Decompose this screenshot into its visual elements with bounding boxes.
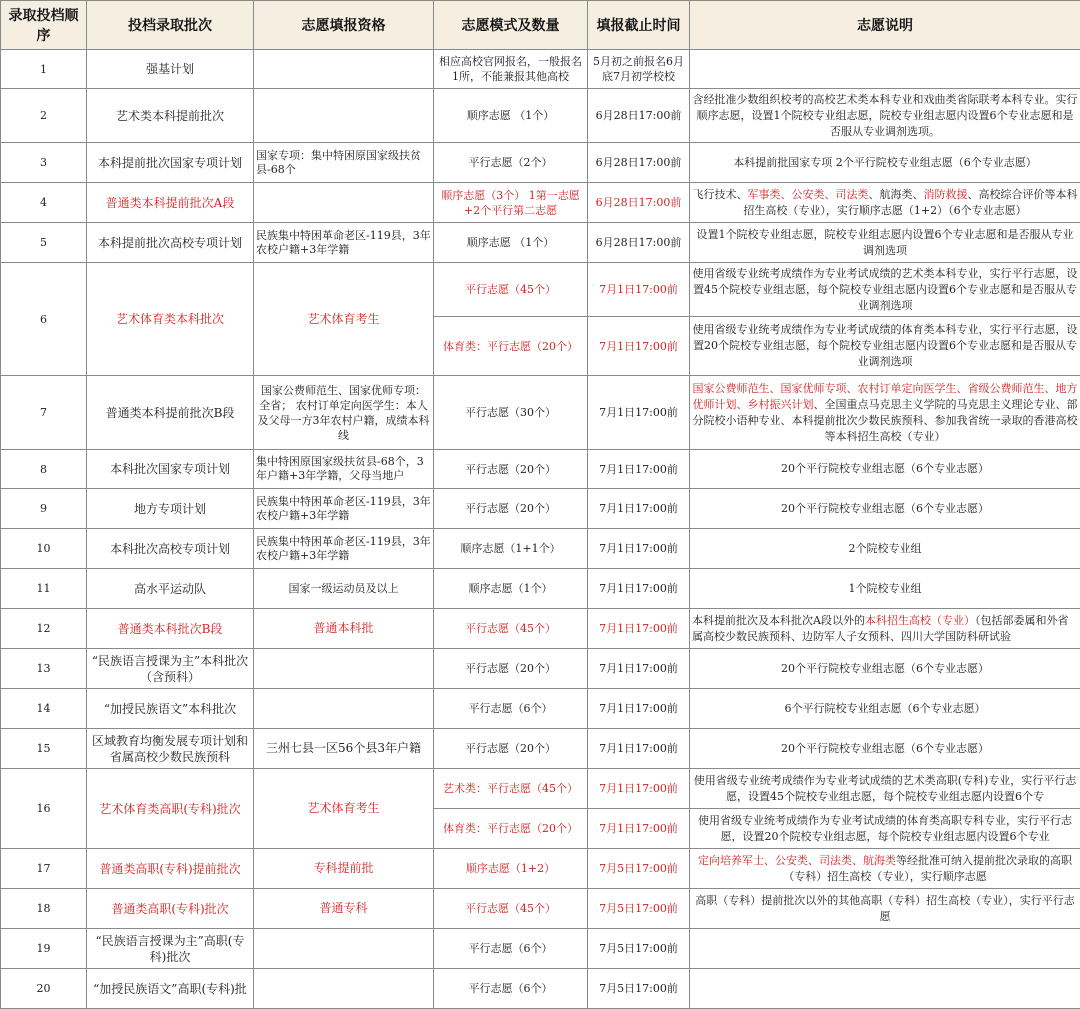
description-cell: 使用省级专业统考成绩作为专业考试成绩的艺术类高职(专科)专业，实行平行志愿，设置45个院校专业组志愿，每个院校专业组志愿内设置6个专 (690, 769, 1080, 809)
batch-cell: 艺术体育类本科批次 (87, 263, 254, 376)
batch-cell: 普通类本科提前批次B段 (87, 376, 254, 450)
eligibility-cell: 专科提前批 (254, 849, 434, 889)
order-cell: 7 (1, 376, 87, 450)
deadline-cell: 7月1日17:00前 (588, 609, 690, 649)
deadline-cell: 5月初之前报名6月底7月初学校校 (588, 50, 690, 89)
table-row (1, 50, 1080, 89)
batch-cell: 普通类本科提前批次A段 (87, 183, 254, 223)
order-cell: 9 (1, 489, 87, 529)
eligibility-cell (254, 689, 434, 729)
eligibility-cell: 普通专科 (254, 889, 434, 929)
table-row (1, 450, 1080, 489)
header-mode: 志愿模式及数量 (434, 1, 588, 50)
mode-cell: 体育类：平行志愿（20个） (434, 809, 588, 849)
table-row (1, 769, 1080, 809)
mode-cell: 平行志愿（6个） (434, 929, 588, 969)
eligibility-cell (254, 969, 434, 1009)
mode-cell: 顺序志愿 （1个） (434, 223, 588, 263)
description-cell: 6个平行院校专业组志愿（6个专业志愿） (690, 689, 1080, 729)
eligibility-cell: 三州七县一区56个县3年户籍 (254, 729, 434, 769)
table-row (1, 849, 1080, 889)
deadline-cell: 7月1日17:00前 (588, 649, 690, 689)
desc-part-highlight: 国家公费师范生、国家优师专项、农村订单定向医学生、省级公费师范生、地方优师计划、乡村振兴计划 (693, 382, 1078, 411)
order-cell: 19 (1, 929, 87, 969)
order-cell: 1 (1, 50, 87, 89)
batch-cell: “民族语言授课为主”本科批次（含预科） (87, 649, 254, 689)
description-cell: 2个院校专业组 (690, 529, 1080, 569)
header-description: 志愿说明 (690, 1, 1080, 50)
deadline-cell: 7月1日17:00前 (588, 317, 690, 376)
mode-cell: 顺序志愿（3个） 1第一志愿+2个平行第二志愿 (434, 183, 588, 223)
description-cell (690, 50, 1080, 89)
eligibility-cell: 国家一级运动员及以上 (254, 569, 434, 609)
batch-cell: 普通类高职(专科)批次 (87, 889, 254, 929)
desc-part: （包括部委属和外省属高校少数民族预科、边防军人子女预科、四川大学国防科研试验 (692, 614, 1068, 643)
deadline-cell: 7月5日17:00前 (588, 889, 690, 929)
mode-cell: 平行志愿（45个） (434, 889, 588, 929)
deadline-cell: 7月5日17:00前 (588, 849, 690, 889)
description-cell: 使用省级专业统考成绩作为专业考试成绩的艺术类本科专业，实行平行志愿，设置45个院校专业组志愿，每个院校专业组志愿内设置6个专业志愿和是否服从专业调剂选项 (690, 263, 1080, 317)
table-row (1, 263, 1080, 317)
eligibility-cell: 集中特困原国家级扶贫县-68个，3年户籍+3年学籍，父母当地户 (254, 450, 434, 489)
batch-cell: 地方专项计划 (87, 489, 254, 529)
mode-cell: 平行志愿（20个） (434, 729, 588, 769)
eligibility-cell: 民族集中特困革命老区-119县，3年农校户籍+3年学籍 (254, 223, 434, 263)
deadline-cell: 7月1日17:00前 (588, 450, 690, 489)
header-row (1, 1, 1080, 50)
mode-cell: 顺序志愿（1个） (434, 569, 588, 609)
description-cell: 20个平行院校专业组志愿（6个专业志愿） (690, 489, 1080, 529)
table-row (1, 649, 1080, 689)
description-cell: 20个平行院校专业组志愿（6个专业志愿） (690, 450, 1080, 489)
header-batch: 投档录取批次 (87, 1, 254, 50)
eligibility-cell: 民族集中特困革命老区-119县，3年农校户籍+3年学籍 (254, 529, 434, 569)
description-cell (690, 609, 1080, 649)
desc-part-highlight: 军事类、公安类、司法类 (748, 188, 869, 201)
batch-cell: 强基计划 (87, 50, 254, 89)
mode-cell: 顺序志愿（1+2） (434, 849, 588, 889)
order-cell: 13 (1, 649, 87, 689)
mode-cell: 平行志愿（2个） (434, 143, 588, 183)
deadline-cell: 7月1日17:00前 (588, 376, 690, 450)
description-cell: 设置1个院校专业组志愿，院校专业组志愿内设置6个专业志愿和是否服从专业调剂选项 (690, 223, 1080, 263)
mode-cell: 平行志愿（20个） (434, 649, 588, 689)
mode-cell: 顺序志愿 （1个） (434, 89, 588, 143)
mode-cell: 平行志愿（6个） (434, 969, 588, 1009)
desc-part-highlight: 定向培养军士、公安类、司法类、航海类 (698, 854, 896, 867)
order-cell: 12 (1, 609, 87, 649)
mode-cell: 艺术类：平行志愿（45个） (434, 769, 588, 809)
description-cell (690, 376, 1080, 450)
mode-cell: 平行志愿（45个） (434, 609, 588, 649)
mode-cell: 平行志愿（6个） (434, 689, 588, 729)
order-cell: 4 (1, 183, 87, 223)
batch-cell: “加授民族语文”本科批次 (87, 689, 254, 729)
batch-cell: 本科批次高校专项计划 (87, 529, 254, 569)
desc-part-highlight: 本科招生高校（专业） (865, 614, 975, 627)
mode-cell: 体育类：平行志愿（20个） (434, 317, 588, 376)
order-cell: 16 (1, 769, 87, 849)
mode-cell: 平行志愿（45个） (434, 263, 588, 317)
table-row (1, 89, 1080, 143)
eligibility-cell: 国家专项：集中特困原国家级扶贫县-68个 (254, 143, 434, 183)
description-cell: 20个平行院校专业组志愿（6个专业志愿） (690, 729, 1080, 769)
mode-cell: 平行志愿（20个） (434, 489, 588, 529)
description-cell (690, 849, 1080, 889)
table-row (1, 609, 1080, 649)
description-cell: 使用省级专业统考成绩作为专业考试成绩的体育类高职专科专业，实行平行志愿，设置20个院校专业组志愿，每个院校专业组志愿内设置6个专业 (690, 809, 1080, 849)
table-row (1, 889, 1080, 929)
eligibility-cell: 普通本科批 (254, 609, 434, 649)
eligibility-cell (254, 649, 434, 689)
order-cell: 15 (1, 729, 87, 769)
desc-part: 、全国重点马克思主义学院的马克思主义理论专业、部分院校小语种专业、本科提前批次少数民族预科、参加我省统一录取的香港高校等本科招生高校（专业） (693, 398, 1078, 443)
header-eligibility: 志愿填报资格 (254, 1, 434, 50)
desc-part-highlight: 消防救援 (924, 188, 968, 201)
batch-cell: 本科提前批次高校专项计划 (87, 223, 254, 263)
deadline-cell: 7月1日17:00前 (588, 569, 690, 609)
batch-cell: 普通类本科批次B段 (87, 609, 254, 649)
batch-cell: 区域教育均衡发展专项计划和省属高校少数民族预科 (87, 729, 254, 769)
table-row (1, 729, 1080, 769)
table-row (1, 143, 1080, 183)
desc-part: 飞行技术、 (693, 188, 748, 201)
deadline-cell: 7月1日17:00前 (588, 809, 690, 849)
deadline-cell: 7月1日17:00前 (588, 489, 690, 529)
table-row (1, 376, 1080, 450)
header-order: 录取投档顺序 (1, 1, 87, 50)
mode-cell: 相应高校官网报名，一般报名1所，不能兼报其他高校 (434, 50, 588, 89)
deadline-cell: 7月1日17:00前 (588, 769, 690, 809)
table-row (1, 969, 1080, 1009)
eligibility-cell (254, 929, 434, 969)
batch-cell: “加授民族语文”高职(专科)批 (87, 969, 254, 1009)
deadline-cell: 7月1日17:00前 (588, 263, 690, 317)
mode-cell: 平行志愿（30个） (434, 376, 588, 450)
description-cell: 使用省级专业统考成绩作为专业考试成绩的体育类本科专业，实行平行志愿，设置20个院校专业组志愿，每个院校专业组志愿内设置6个专业志愿和是否服从专业调剂选项 (690, 317, 1080, 376)
order-cell: 5 (1, 223, 87, 263)
table-row (1, 489, 1080, 529)
eligibility-cell (254, 50, 434, 89)
order-cell: 8 (1, 450, 87, 489)
deadline-cell: 6月28日17:00前 (588, 89, 690, 143)
deadline-cell: 7月1日17:00前 (588, 529, 690, 569)
eligibility-cell: 民族集中特困革命老区-119县，3年农校户籍+3年学籍 (254, 489, 434, 529)
order-cell: 2 (1, 89, 87, 143)
table-row (1, 929, 1080, 969)
table-row (1, 689, 1080, 729)
deadline-cell: 7月5日17:00前 (588, 929, 690, 969)
description-cell: 本科提前批国家专项 2个平行院校专业组志愿（6个专业志愿） (690, 143, 1080, 183)
desc-part: 、高校综合评价等本科招生高校（专业），实行顺序志愿（1+2）（6个专业志愿） (743, 188, 1077, 217)
batch-cell: “民族语言授课为主”高职(专科)批次 (87, 929, 254, 969)
deadline-cell: 7月5日17:00前 (588, 969, 690, 1009)
desc-part: 等经批准可纳入提前批次录取的高职（专科）招生高校（专业），实行顺序志愿 (783, 854, 1072, 883)
desc-part: 、航海类、 (869, 188, 924, 201)
description-cell: 含经批准少数组织校考的高校艺术类本科专业和戏曲类省际联考本科专业。实行顺序志愿，设置1个院校专业组志愿，院校专业组志愿内设置6个专业志愿和是否服从专业调剂选项。 (690, 89, 1080, 143)
table-row (1, 529, 1080, 569)
deadline-cell: 6月28日17:00前 (588, 223, 690, 263)
batch-cell: 艺术体育类高职(专科)批次 (87, 769, 254, 849)
deadline-cell: 7月1日17:00前 (588, 729, 690, 769)
deadline-cell: 7月1日17:00前 (588, 689, 690, 729)
table-row (1, 223, 1080, 263)
description-cell (690, 929, 1080, 969)
table-row (1, 569, 1080, 609)
description-cell (690, 969, 1080, 1009)
batch-cell: 本科批次国家专项计划 (87, 450, 254, 489)
order-cell: 20 (1, 969, 87, 1009)
table-row (1, 183, 1080, 223)
order-cell: 6 (1, 263, 87, 376)
order-cell: 3 (1, 143, 87, 183)
description-cell: 20个平行院校专业组志愿（6个专业志愿） (690, 649, 1080, 689)
batch-cell: 艺术类本科提前批次 (87, 89, 254, 143)
description-cell: 高职（专科）提前批次以外的其他高职（专科）招生高校（专业），实行平行志愿 (690, 889, 1080, 929)
batch-cell: 本科提前批次国家专项计划 (87, 143, 254, 183)
eligibility-cell: 国家公费师范生、国家优师专项：全省； 农村订单定向医学生：本人及父母一方3年农村户籍，成绩本科线 (254, 376, 434, 450)
eligibility-cell (254, 183, 434, 223)
eligibility-cell (254, 89, 434, 143)
deadline-cell: 6月28日17:00前 (588, 143, 690, 183)
order-cell: 18 (1, 889, 87, 929)
description-cell (690, 183, 1080, 223)
order-cell: 10 (1, 529, 87, 569)
batch-cell: 高水平运动队 (87, 569, 254, 609)
eligibility-cell: 艺术体育考生 (254, 769, 434, 849)
header-deadline: 填报截止时间 (588, 1, 690, 50)
order-cell: 17 (1, 849, 87, 889)
description-cell: 1个院校专业组 (690, 569, 1080, 609)
order-cell: 14 (1, 689, 87, 729)
mode-cell: 顺序志愿（1+1个） (434, 529, 588, 569)
mode-cell: 平行志愿（20个） (434, 450, 588, 489)
desc-part: 本科提前批次及本科批次A段以外的 (692, 614, 865, 627)
batch-cell: 普通类高职(专科)提前批次 (87, 849, 254, 889)
order-cell: 11 (1, 569, 87, 609)
deadline-cell: 6月28日17:00前 (588, 183, 690, 223)
eligibility-cell: 艺术体育考生 (254, 263, 434, 376)
